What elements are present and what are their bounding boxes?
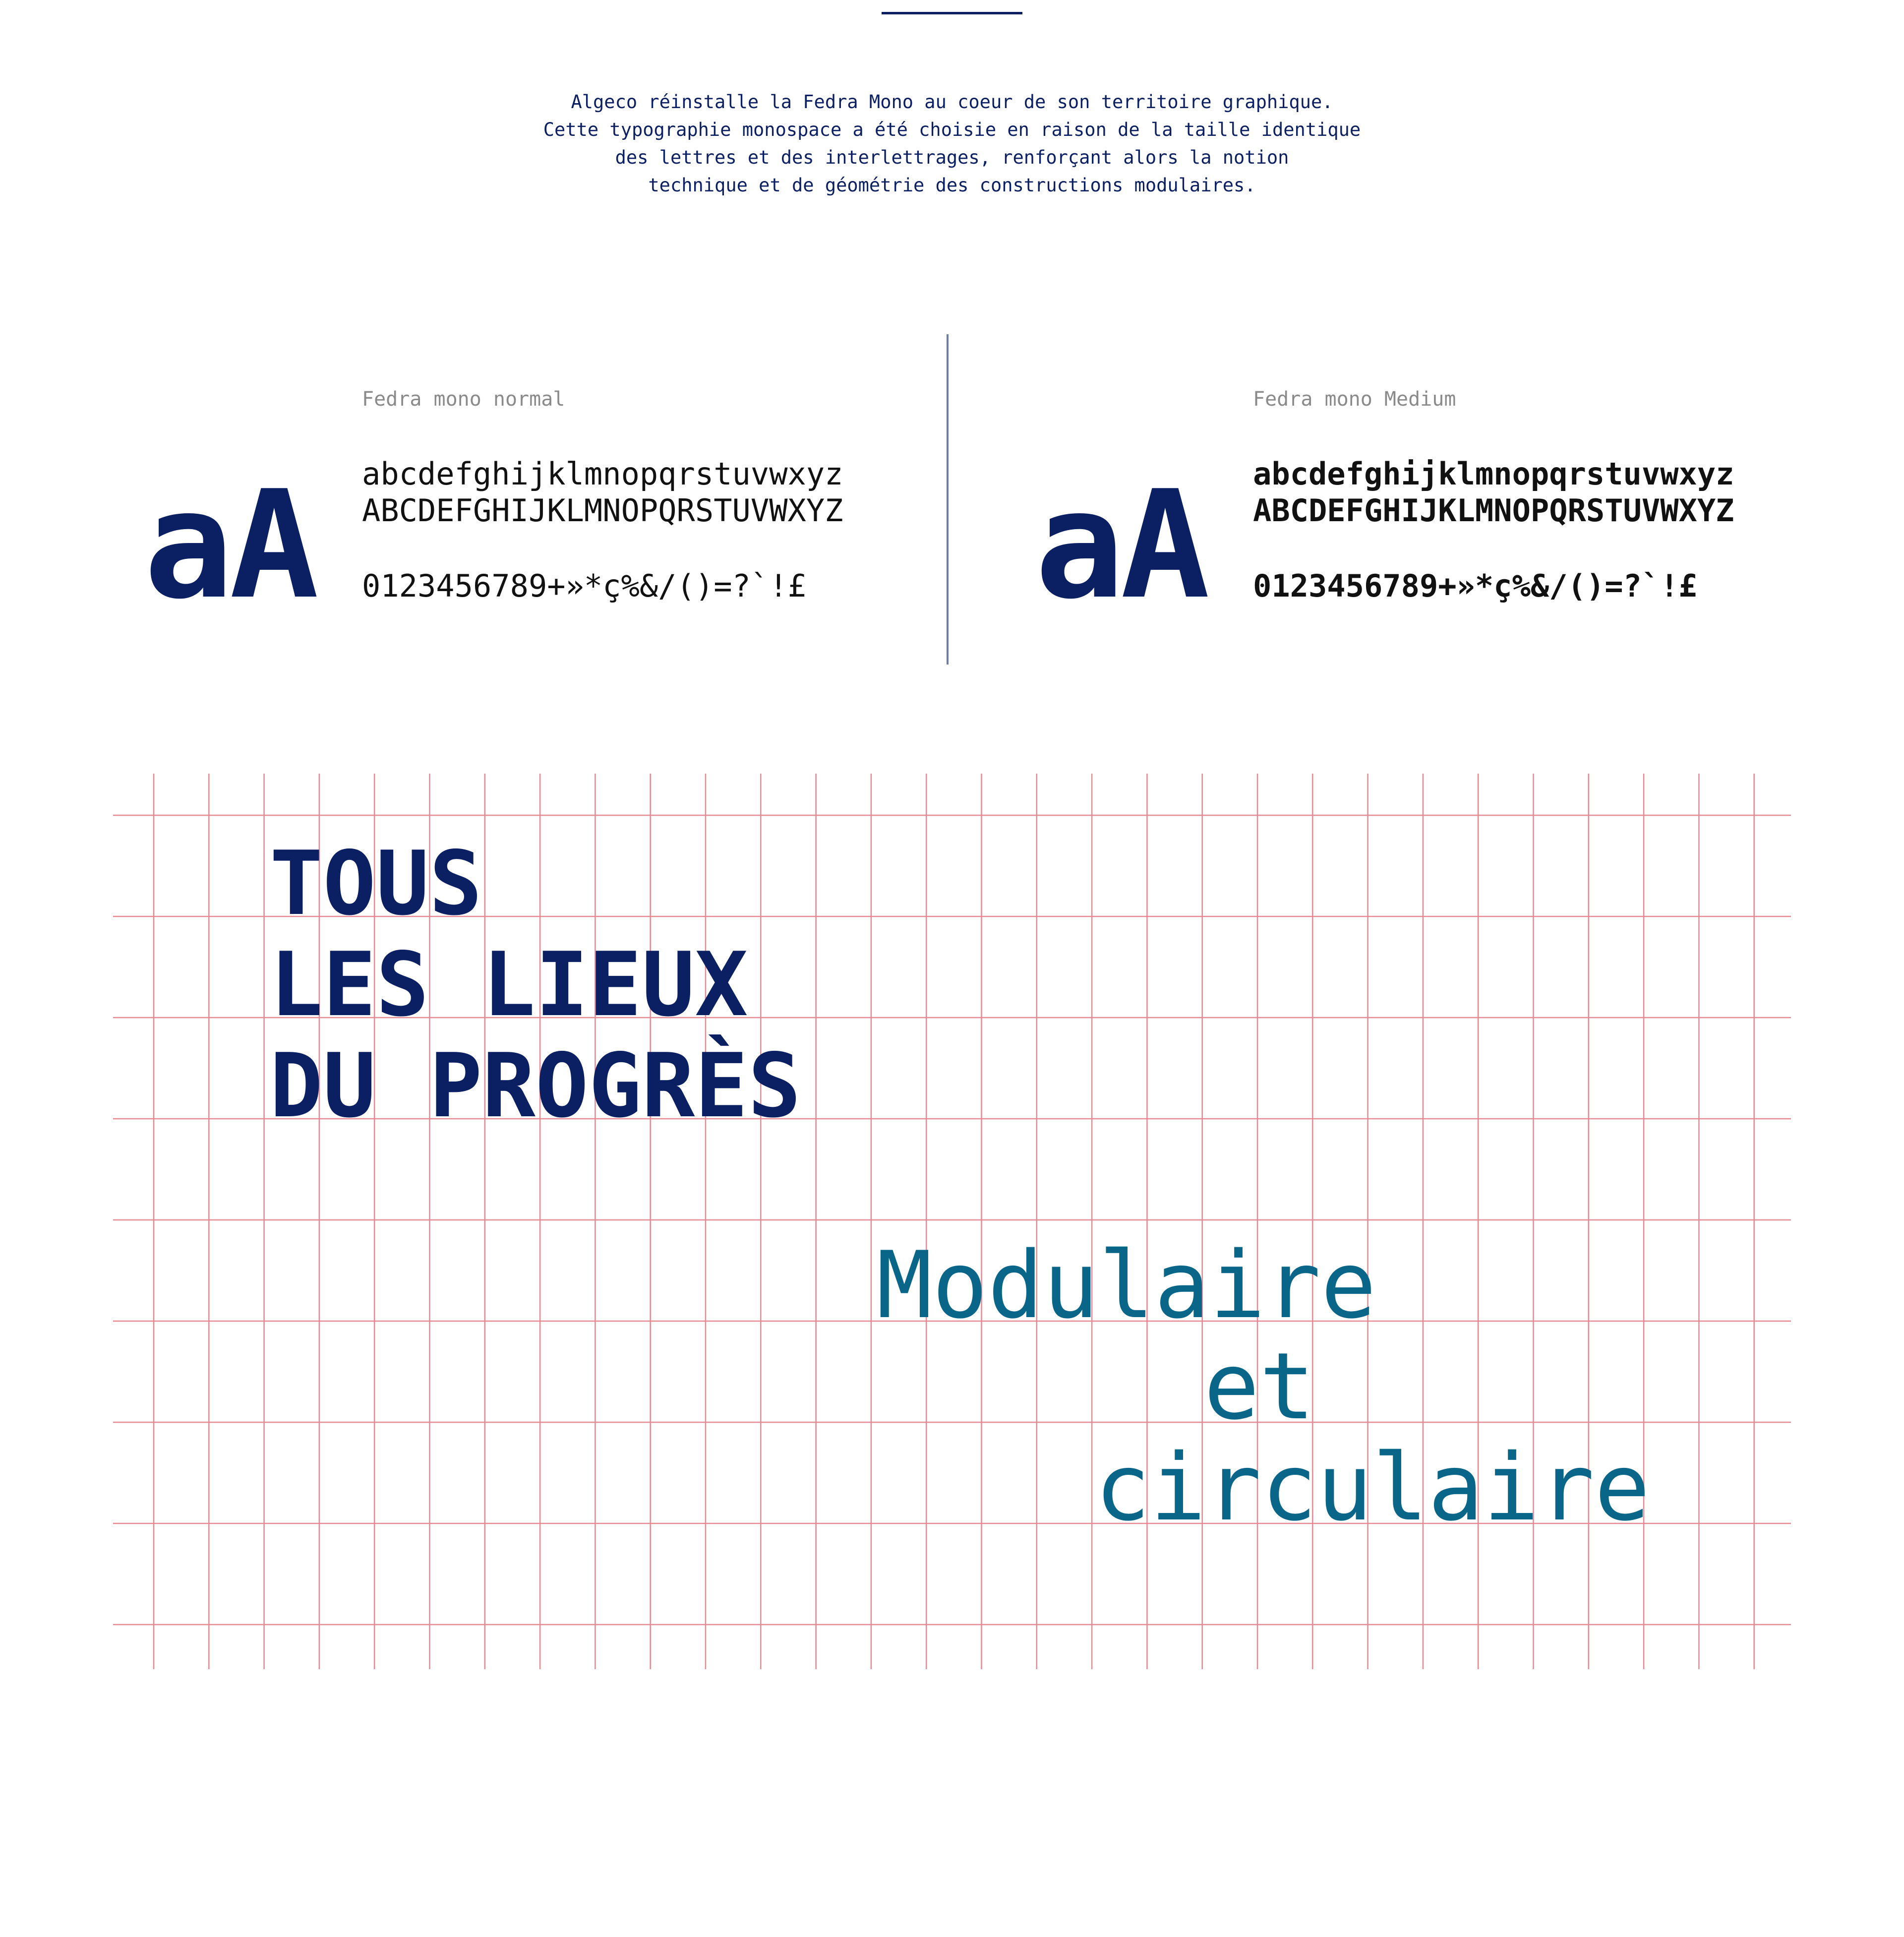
sample-aA-normal: aA [144, 459, 315, 632]
tagline-line-1: Modulaire [877, 1231, 1376, 1339]
digits-symbols-medium: 0123456789+»*ç%&/()=?`!£ [1253, 568, 1697, 604]
lowercase-alphabet-normal: abcdefghijklmnopqrstuvwxyz [362, 456, 843, 492]
modular-grid-area [113, 774, 1791, 1669]
intro-paragraph [0, 88, 1904, 199]
specimen-divider [947, 334, 949, 665]
top-rule [882, 12, 1022, 14]
font-name-normal: Fedra mono normal [362, 388, 565, 411]
intro-line-4: technique et de géométrie des constructions modulaires. [648, 175, 1256, 196]
uppercase-alphabet-medium: ABCDEFGHIJKLMNOPQRSTUVWXYZ [1253, 492, 1734, 529]
tagline-line-3: circulaire [1095, 1434, 1650, 1541]
headline-line-1: TOUS [270, 832, 482, 935]
headline-line-3: DU PROGRÈS [270, 1034, 801, 1137]
headline-line-2: LES LIEUX [270, 933, 748, 1036]
sample-aA-medium: aA [1035, 459, 1206, 632]
tagline-line-2: et [1204, 1332, 1315, 1440]
lowercase-alphabet-medium: abcdefghijklmnopqrstuvwxyz [1253, 456, 1734, 492]
intro-line-1: Algeco réinstalle la Fedra Mono au coeur de son territoire graphique. [571, 91, 1333, 113]
intro-line-2: Cette typographie monospace a été choisie en raison de la taille identique [543, 119, 1361, 140]
intro-line-3: des lettres et des interlettrages, renforçant alors la notion [615, 147, 1289, 168]
font-name-medium: Fedra mono Medium [1253, 388, 1456, 411]
uppercase-alphabet-normal: ABCDEFGHIJKLMNOPQRSTUVWXYZ [362, 492, 843, 529]
headline [270, 833, 801, 1137]
digits-symbols-normal: 0123456789+»*ç%&/()=?`!£ [362, 568, 806, 604]
